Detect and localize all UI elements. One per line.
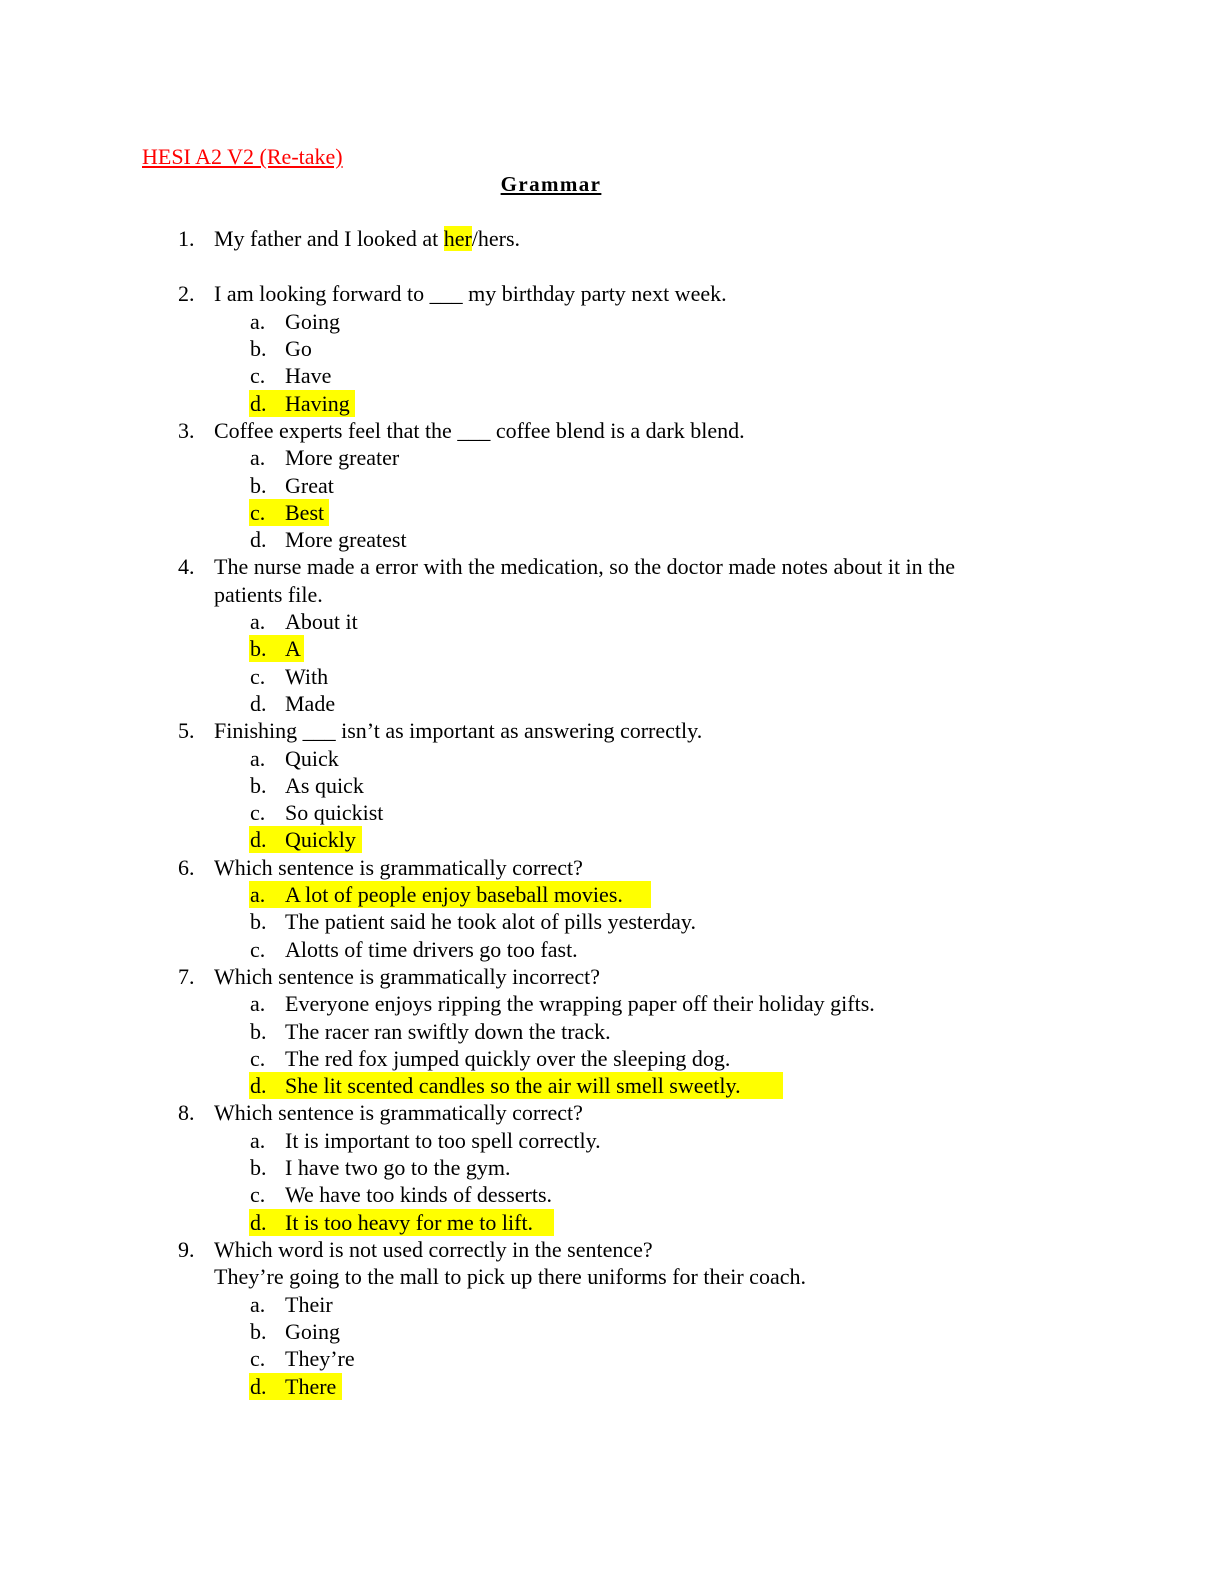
answer-letter: b. xyxy=(250,909,267,934)
answer-letter: c. xyxy=(250,664,266,689)
question-text: Finishing ___ isn’t as important as answering correctly. xyxy=(214,718,703,743)
answer-text: Everyone enjoys ripping the wrapping paper off their holiday gifts. xyxy=(285,991,875,1016)
answer-text: Great xyxy=(285,473,334,498)
answer-letter: d. xyxy=(250,1073,267,1098)
question-number: 5. xyxy=(178,718,195,743)
question-text: The nurse made a error with the medication, so the doctor made notes about it in the xyxy=(214,554,956,579)
question-text: Which sentence is grammatically correct? xyxy=(214,855,583,880)
answer-text: More greatest xyxy=(285,527,407,552)
answer-text: With xyxy=(285,664,329,689)
question-text: My father and I looked at her/hers. xyxy=(214,226,521,251)
answer-letter: a. xyxy=(250,309,266,334)
answer-text: They’re xyxy=(285,1346,355,1371)
question-number: 1. xyxy=(178,226,195,251)
correct-answer-text: Quickly xyxy=(285,827,356,852)
answer-text: Go xyxy=(285,336,312,361)
answer-text: About it xyxy=(285,609,358,634)
answer-letter: c. xyxy=(250,1182,266,1207)
question-text: I am looking forward to ___ my birthday party next week. xyxy=(214,281,727,306)
question-number: 7. xyxy=(178,964,195,989)
answer-letter: b. xyxy=(250,1319,267,1344)
answer-text: Made xyxy=(285,691,336,716)
answer-letter: d. xyxy=(250,527,267,552)
answer-letter: b. xyxy=(250,473,267,498)
answer-text: The racer ran swiftly down the track. xyxy=(285,1019,611,1044)
answer-letter: a. xyxy=(250,882,266,907)
answer-text: I have two go to the gym. xyxy=(285,1155,511,1180)
answer-letter: b. xyxy=(250,336,267,361)
answer-letter: b. xyxy=(250,1019,267,1044)
correct-answer-text: A lot of people enjoy baseball movies. xyxy=(285,882,623,907)
answer-letter: c. xyxy=(250,937,266,962)
question-text: Coffee experts feel that the ___ coffee blend is a dark blend. xyxy=(214,418,745,443)
answer-letter: b. xyxy=(250,773,267,798)
correct-answer-text: There xyxy=(285,1374,337,1399)
answer-text: Their xyxy=(285,1292,333,1317)
answer-letter: c. xyxy=(250,1046,266,1071)
answer-text: The red fox jumped quickly over the sleeping dog. xyxy=(285,1046,731,1071)
correct-answer-text: She lit scented candles so the air will smell sweetly. xyxy=(285,1073,741,1098)
question-sentence: They’re going to the mall to pick up there uniforms for their coach. xyxy=(214,1264,806,1289)
question-number: 4. xyxy=(178,554,195,579)
answer-text: The patient said he took alot of pills yesterday. xyxy=(285,909,696,934)
section-title: Grammar xyxy=(500,172,602,196)
answer-text: Going xyxy=(285,309,340,334)
answer-letter: a. xyxy=(250,1292,266,1317)
answer-text: More greater xyxy=(285,445,400,470)
question-text: Which sentence is grammatically correct? xyxy=(214,1100,583,1125)
answer-text: We have too kinds of desserts. xyxy=(285,1182,553,1207)
question-number: 6. xyxy=(178,855,195,880)
answer-letter: a. xyxy=(250,609,266,634)
answer-letter: a. xyxy=(250,746,266,771)
answer-letter: c. xyxy=(250,363,266,388)
answer-letter: d. xyxy=(250,391,267,416)
answer-letter: d. xyxy=(250,691,267,716)
highlighted-answer: her xyxy=(443,226,472,251)
question-text: Which sentence is grammatically incorrect? xyxy=(214,964,601,989)
answer-text: Quick xyxy=(285,746,339,771)
answer-letter: b. xyxy=(250,636,267,661)
answer-letter: a. xyxy=(250,991,266,1016)
answer-letter: b. xyxy=(250,1155,267,1180)
answer-letter: c. xyxy=(250,500,266,525)
question-text: Which word is not used correctly in the sentence? xyxy=(214,1237,653,1262)
correct-answer-text: Best xyxy=(285,500,325,525)
question-text-continued: patients file. xyxy=(214,582,323,607)
correct-answer-text: It is too heavy for me to lift. xyxy=(285,1210,534,1235)
answer-letter: a. xyxy=(250,1128,266,1153)
answer-letter: c. xyxy=(250,1346,266,1371)
answer-text: It is important to too spell correctly. xyxy=(285,1128,601,1153)
correct-answer-text: A xyxy=(285,636,301,661)
answer-letter: c. xyxy=(250,800,266,825)
answer-letter: d. xyxy=(250,1374,267,1399)
answer-text: Going xyxy=(285,1319,340,1344)
answer-text: So quickist xyxy=(285,800,384,825)
question-number: 2. xyxy=(178,281,195,306)
answer-letter: a. xyxy=(250,445,266,470)
correct-answer-text: Having xyxy=(285,391,350,416)
question-number: 3. xyxy=(178,418,195,443)
answer-text: Have xyxy=(285,363,332,388)
answer-text: Alotts of time drivers go too fast. xyxy=(285,937,578,962)
document-title: HESI A2 V2 (Re-take) xyxy=(142,144,343,169)
question-number: 8. xyxy=(178,1100,195,1125)
question-number: 9. xyxy=(178,1237,195,1262)
answer-letter: d. xyxy=(250,1210,267,1235)
answer-letter: d. xyxy=(250,827,267,852)
answer-text: As quick xyxy=(285,773,364,798)
